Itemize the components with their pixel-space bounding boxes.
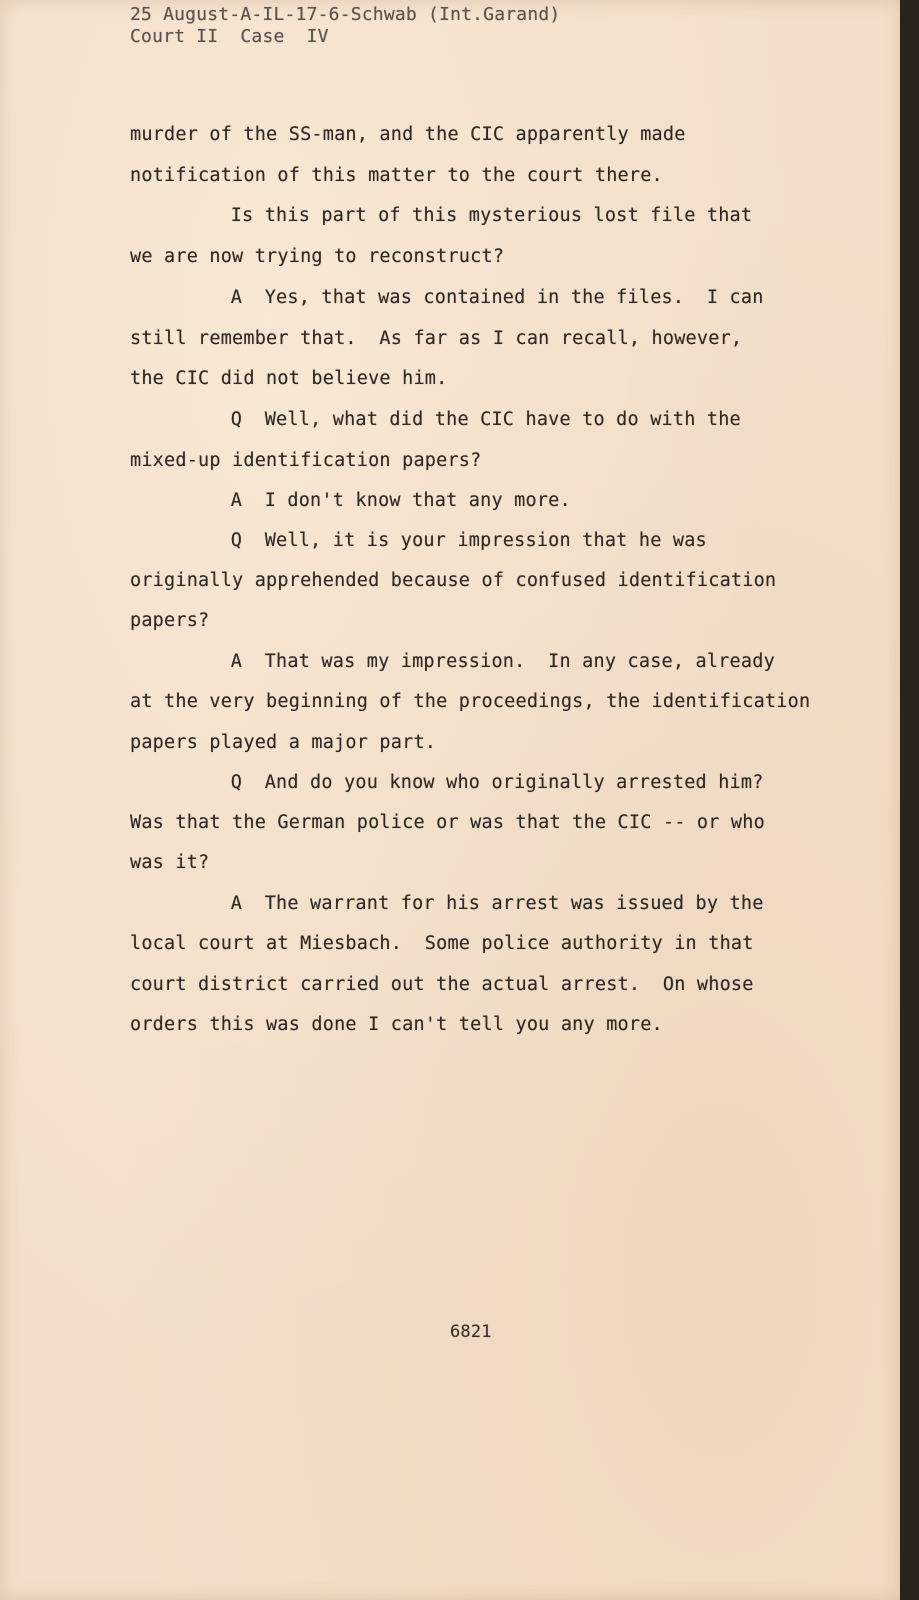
answer-line: A Yes, that was contained in the files. I can <box>174 287 764 308</box>
body-line: was it? <box>130 852 210 873</box>
header-line-2: Court II Case IV <box>130 26 329 47</box>
page-number: 6821 <box>450 1322 492 1342</box>
question-line: Q Well, what did the CIC have to do with the <box>174 409 741 430</box>
body-line: originally apprehended because of confused identification <box>130 570 777 591</box>
body-line: we are now trying to reconstruct? <box>130 246 505 267</box>
answer-line: A The warrant for his arrest was issued by the <box>174 893 764 914</box>
body-line: court district carried out the actual arrest. On whose <box>130 974 754 995</box>
body-line: mixed-up identification papers? <box>130 450 482 471</box>
scan-edge <box>900 0 919 1600</box>
body-line: papers played a major part. <box>130 732 437 753</box>
body-line: papers? <box>130 610 210 631</box>
question-line: Q And do you know who originally arrested him? <box>174 772 764 793</box>
header-line-1: 25 August-A-IL-17-6-Schwab (Int.Garand) <box>130 4 561 25</box>
body-line: still remember that. As far as I can recall, however, <box>130 328 743 349</box>
body-line: at the very beginning of the proceedings, the identification <box>130 691 811 712</box>
answer-line: A I don't know that any more. <box>174 490 571 511</box>
body-line: the CIC did not believe him. <box>130 368 448 389</box>
body-line: orders this was done I can't tell you any more. <box>130 1014 663 1035</box>
body-line: notification of this matter to the court there. <box>130 165 663 186</box>
body-line: local court at Miesbach. Some police authority in that <box>130 933 754 954</box>
question-line: Is this part of this mysterious lost file that <box>174 205 753 226</box>
body-line: Was that the German police or was that the CIC -- or who <box>130 812 765 833</box>
answer-line: A That was my impression. In any case, already <box>174 651 775 672</box>
body-line: murder of the SS-man, and the CIC apparently made <box>130 124 686 145</box>
question-line: Q Well, it is your impression that he was <box>174 530 707 551</box>
